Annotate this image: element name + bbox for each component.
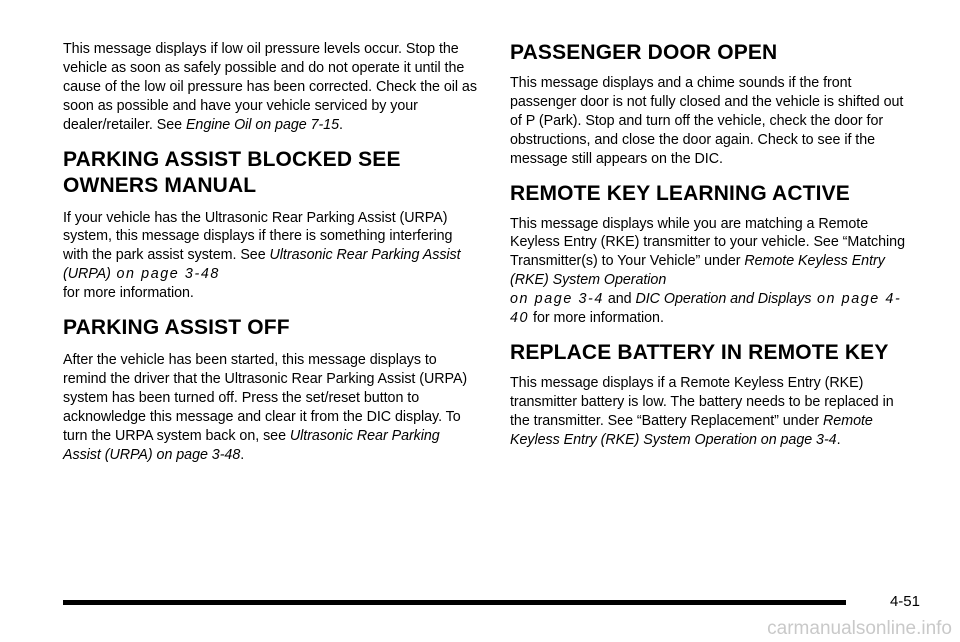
passenger-door-open-paragraph: This message displays and a chime sounds if the front passenger door is not fully closed and the vehicle is shifted out of P (Park). Stop and turn off the vehicle, check the door for obstructions, and close the door again. Check to see if the message still appears on the DIC. [510,75,904,167]
urpa-page-link[interactable]: on page 3-48 [110,266,220,283]
engine-oil-link[interactable]: Engine Oil on page 7-15 [185,116,339,133]
dic-operation-link[interactable]: DIC Operation and Displays [635,291,812,308]
replace-battery-paragraph: This message displays if a Remote Keyless Entry (RKE) transmitter battery is low. The battery needs to be replaced in the transmitter. See “Battery Replacement” under Remote Keyless Entry (RKE) System Operation on page 3-4. [510,374,894,448]
urpa-link[interactable]: Ultrasonic Rear Parking Assist (URPA) [63,247,461,283]
oil-pressure-paragraph: This message displays if low oil pressure levels occur. Stop the vehicle as soon as safely possible and do not operate it until the cause of the low oil pressure has been corrected. Check the oil as soon as possible and have your vehicle serviced by your dealer/retailer. See Engine Oil on page 7-15. [63,41,477,133]
parking-assist-off-paragraph: After the vehicle has been started, this message displays to remind the driver that the Ultrasonic Rear Parking Assist (URPA) system has been turned off. Press the set/reset button to acknowledge this message and clear it from the DIC display. To turn the URPA system back on, see Ultrasonic Rear Parking Assist (URPA) on page 3-48. [63,352,468,463]
parking-assist-off-heading: PARKING ASSIST OFF [63,316,290,340]
urpa-link-2[interactable]: Ultrasonic Rear Parking Assist (URPA) on page 3-48 [63,427,440,463]
remote-key-learning-paragraph: This message displays while you are matching a Remote Keyless Entry (RKE) transmitter to your vehicle. See “Matching Transmitter(s) to Your Vehicle” under Remote Keyless Entry (RKE) System Operation on page 3-4 and DIC Operation and Displays on page 4-40 for more information. [510,215,905,327]
passenger-door-open-heading: PASSENGER DOOR OPEN [510,41,778,64]
page-number: 4-51 [889,593,920,610]
parking-assist-blocked-paragraph: If your vehicle has the Ultrasonic Rear Parking Assist (URPA) system, this message displays if there is something interfering with the park assist system. See Ultrasonic Rear Parking Assist (URPA) on page 3-48 for more information. [63,209,461,302]
replace-battery-heading: REPLACE BATTERY IN REMOTE KEY [510,340,889,364]
watermark: carmanualsonline.info [767,618,952,639]
parking-assist-blocked-heading: PARKING ASSIST BLOCKED SEE OWNERS MANUAL [63,147,401,197]
dic-page-link[interactable]: on page 4-40 [510,291,902,327]
right-column [510,40,910,462]
left-column [63,40,477,477]
rke-system-link[interactable]: Remote Keyless Entry (RKE) System Operation [510,253,885,289]
rke-page-link[interactable]: on page 3-4 [510,291,604,308]
footer-rule [63,600,846,605]
remote-key-learning-heading: REMOTE KEY LEARNING ACTIVE [510,181,850,205]
rke-system-link-2[interactable]: Remote Keyless Entry (RKE) System Operation on page 3-4 [510,412,873,448]
